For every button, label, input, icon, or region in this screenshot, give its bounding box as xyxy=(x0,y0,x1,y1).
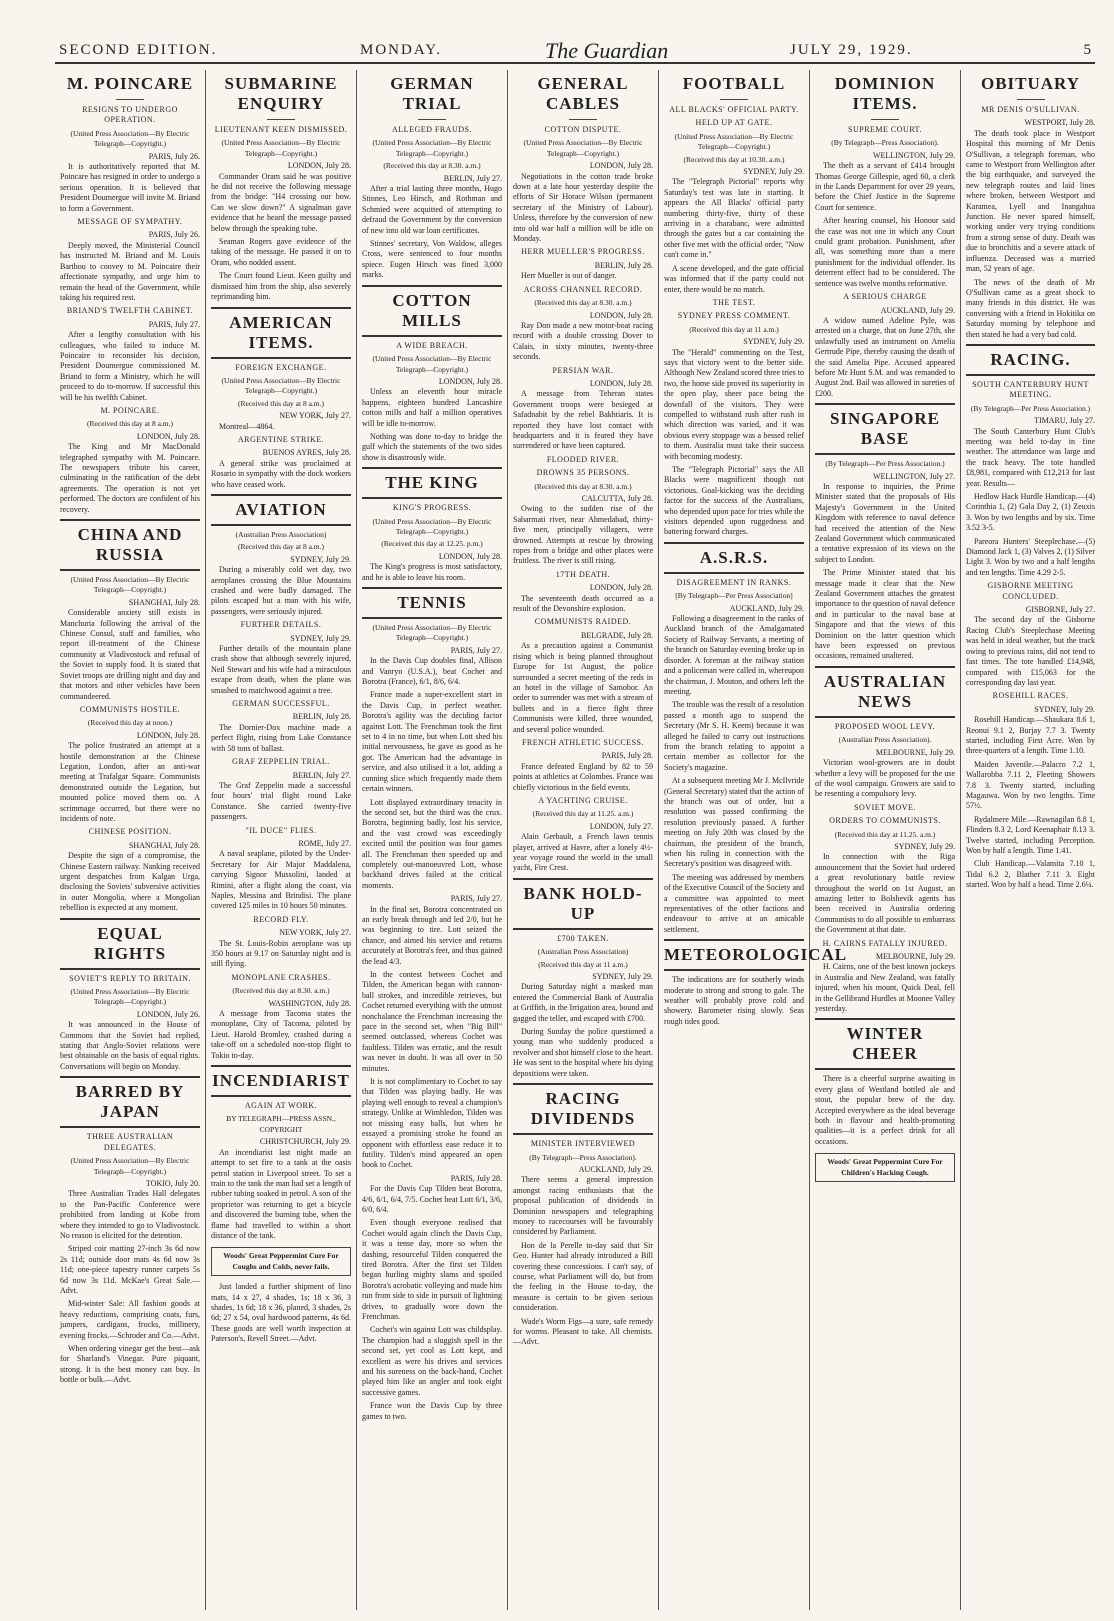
article-paragraph: Mid-winter Sale: All fashion goods at heavy reductions, comprising coats, furs, jumpers, cardigans, frocks, millinery, evening frocks.—Schroder and Co.—Advt. xyxy=(60,1299,200,1340)
article-headline: GENERAL CABLES xyxy=(537,74,629,113)
article-dateline: BERLIN, July 27. xyxy=(292,770,351,780)
article-paragraph: Pareora Hunters' Steeplechase.—(5) Diamond Jack 1, (3) Valves 2, (1) Silver Light 3. Won by two and a half lengths and ten lengths. Time 4.29 2-5. xyxy=(966,536,1095,577)
article-paragraph: The meeting was addressed by members of the Executive Council of the Society and a committee was appointed to meet representatives of the other factions and endeavour to arrive at an amicable settlement. xyxy=(664,872,804,934)
article-paragraph: Rydalmere Mile.—Rawnagilan 8.8 1, Flinders 8.3 2, Lord Keenaphair 8.13 3. Twelve started, including Perception. Won by half a length. Time 1.41. xyxy=(966,814,1095,855)
article-dateline: PARIS, July 27. xyxy=(450,894,502,904)
article-headline: SUBMARINE ENQUIRY xyxy=(224,74,338,113)
article-paragraph: Wade's Worm Figs—a sure, safe remedy for worms. Pleasant to take. All chemists.—Advt. xyxy=(513,1316,653,1347)
article-headline: METEOROLOGICAL xyxy=(664,939,804,971)
article-subheading: M. POINCARE. xyxy=(100,405,160,415)
article-paragraph: Montreal—4864. xyxy=(219,421,275,431)
article-credit: (United Press Association—By Electric Telegraph—Copyright.) xyxy=(372,623,492,643)
article-credit: (Received this day at 8.30. a.m.) xyxy=(232,986,330,996)
article-subheading: THE TEST. xyxy=(712,297,756,307)
article-paragraph: The "Herald" commenting on the Test, says that victory went to the better side. Although New Zealand scored three tries to two, the home side proved its superiority in the open play, sheer pace being the downfall of the visitors. They were compelled to withstand rush after rush in which direction was varied, and it was obvious every stoppage was a bessed relief to them. Australia must take their success with becoming modesty. xyxy=(664,347,804,461)
article-subheading: BRIAND'S TWELFTH CABINET. xyxy=(66,306,194,316)
article-dateline: LONDON, July 27. xyxy=(589,821,653,831)
article-paragraph: The indications are for southerly winds moderate to strong and strong to gale. The weather will probably prove cold and showery. Barometer rising slowly. Seas rough tides good. xyxy=(664,975,804,1026)
article-paragraph: Ray Don made a new motor-boat racing record with a double crossing Dover to Calais, in sixty minutes, twenty-three seconds. xyxy=(513,320,653,362)
article-dateline: LONDON, July 28. xyxy=(589,310,653,320)
article-subheading: SYDNEY PRESS COMMENT. xyxy=(677,311,791,321)
article-dateline: WESTPORT, July 28. xyxy=(1024,118,1095,128)
article-paragraph: The death took place in Westport Hospital this morning of Mr Denis O'Sullivan, a telegraph foreman, who came to Westport from Wellington after the big earthquake, and surveyed the new telegraph routes and laid lines where broken, between Westport and Karamea, Lyell and Inangahua Junction. He never spared himself, working under very trying conditions from a strong sense of duty. Death was due to bronchitis and a severe attack of influenza. Deceased was a married man, 52 years of age. xyxy=(966,128,1095,274)
article-dateline: BUENOS AYRES, July 28. xyxy=(262,448,351,458)
article-subheading: COTTON DISPUTE. xyxy=(544,125,622,134)
article-paragraph: A message from Tacoma states the monoplane, City of Tacoma, piloted by Lieut. Harold Bromley, crashed during a take-off on a scheduled non-stop flight to Tokio to-day. xyxy=(211,1009,351,1060)
article-headline: COTTON MILLS xyxy=(362,285,502,337)
article-paragraph: At a subsequent meeting Mr J. McIlvride (General Secretary) stated that the action of the branch was out of order, but a resolution was passed confirming the resolution previously passed. A further meeting on July 20th was closed by the chairman, the president of the branch, when his ruling in connection with the Secretary's position was disagreed with. xyxy=(664,776,804,869)
article-dateline: LONDON, July 28. xyxy=(589,583,653,593)
article-paragraph: An incendiarist last night made an attempt to set fire to a tank at the oasis petrol station in Liverpool street. To set a train to the tank the man had set a length of rubber tubing soaked in petrol. A son of the proprietor was returning to get a bicycle and discovered the burning tube, when the flame had travelled to within a short distance of the tank. xyxy=(211,1147,351,1240)
divider xyxy=(116,99,144,100)
article-paragraph: After a trial lasting three months, Hugo Stinnes, Leo Hirsch, and Rothman and Schmied were acquitted of attempting to defraud the Government by the conversion of new into old war loan certificates. xyxy=(362,184,502,235)
article-dateline: PARIS, July 28. xyxy=(601,751,653,761)
article-headline: RACING DIVIDENDS xyxy=(513,1083,653,1135)
article-headline: M. POINCARE xyxy=(66,74,194,93)
article-paragraph: In response to inquiries, the Prime Minister stated that the proposals of His Majesty's Government in the United Kingdom with reference to naval defence had received the attention of the New Zealand Government which communicated a tentative expression of its views on the subject to London. xyxy=(815,481,955,564)
article-paragraph: Nothing was done to-day to bridge the gulf which the statements of the two sides show is disastrously wide. xyxy=(362,431,502,462)
article-headline: AUSTRALIAN NEWS xyxy=(815,666,955,718)
article-paragraph: Hedlow Hack Hurdle Handicap.—(4) Corinthia 1, (2) Gala Day 2, (1) Zeuxis 3. Won by two lengths and by six. Time 3.52 3-5. xyxy=(966,492,1095,533)
article-subheading: £700 TAKEN. xyxy=(557,933,609,943)
article-subheading: AGAIN AT WORK. xyxy=(244,1101,318,1111)
article-paragraph: Just landed a further shipment of lino mats, 14 x 27, 4 shades, 1s; 18 x 36, 3 shades, 1s 6d; 18 x 36, planed, 3 shades, 2s 6d; 27 x 54, oval hardwood patterns, 4s 6d. These goods are well worth inspection at Paterson's, Revell Street.—Advt. xyxy=(211,1282,351,1344)
article-paragraph: Rosehill Handicap.—Shaukara 8.6 1, Reonui 9.1 2, Burjay 7.7 3. Twenty started, including First Acre. Won by three-quarters of a length. Time 1.10. xyxy=(966,715,1095,756)
article-paragraph: The Prime Minister stated that his message made it clear that the New Zealand Government attaches the greatest importance to the question of naval defence and in particular to the naval base at Singapore and that the views of this Dominion on the latter question which have been expressed on previous occasions, remained unaltered. xyxy=(815,568,955,661)
article-subheading: THREE AUSTRALIAN DELEGATES. xyxy=(86,1132,174,1152)
article-subheading: DROWNS 35 PERSONS. xyxy=(536,468,630,478)
article-subheading: PERSIAN WAR. xyxy=(552,365,614,375)
article-dateline: AUCKLAND, July 29. xyxy=(729,603,804,613)
article-subheading: RECORD FLY. xyxy=(253,914,309,924)
article-subheading: GISBORNE MEETING CONCLUDED. xyxy=(987,581,1074,601)
article-dateline: PARIS, July 28. xyxy=(450,1173,502,1183)
article-subheading: COMMUNISTS HOSTILE. xyxy=(79,704,181,714)
article-credit: (By Telegraph—Per Press Association.) xyxy=(825,459,945,469)
divider xyxy=(871,119,899,120)
article-paragraph: A message from Teheran states Government troops were besieged at Safadnabit by the rebel Bakhtiaris. It is reported they have lost contact with headquarters and it is feared they have surrendered or have been captured. xyxy=(513,389,653,451)
article-paragraph: Alain Gerbault, a French lawn tennis player, arrived at Havre, after a lonely 4½-year voyage round the world in the small yacht, Fire Crest. xyxy=(513,832,653,873)
column-5 xyxy=(659,70,848,1610)
article-credit: (United Press Association—By Electric Telegraph—Copyright.) xyxy=(70,1156,190,1176)
article-paragraph: It is not complimentary to Cochet to say that Tilden was playing badly. He was playing well enough to reveal a champion's strategy. Unlike at Wimbledon, Tilden was not missing easy balls, but when he essayed a promising stroke he found an opponent with effortless ease reduce it to futility. Tilden's mind appeared an open book to Cochet. xyxy=(362,1077,502,1170)
article-credit: (United Press Association—By Electric Telegraph—Copyright.) xyxy=(221,138,341,158)
article-paragraph: A naval seaplane, piloted by the Under-Secretary for Air Major Maddalena, carrying Signor Mussolini, landed at Rimini, after a flight along the coast, via Naples, Messina and Brindisi. The plane covered 125 miles in 10 hours 50 minutes. xyxy=(211,849,351,911)
article-paragraph: Club Handicap.—Valamita 7.10 1, Tidal 6.2 2, Blather 7.11 3. Eight started. Won by half a head. Time 2.6¼. xyxy=(966,859,1095,890)
article-subheading: "IL DUCE" FLIES. xyxy=(245,825,317,835)
article-dateline: LONDON, July 28. xyxy=(438,376,502,386)
article-subheading: ROSEHILL RACES. xyxy=(992,691,1069,701)
article-dateline: SYDNEY, July 29. xyxy=(1034,704,1095,714)
article-subheading: ARGENTINE STRIKE. xyxy=(237,434,325,444)
article-paragraph: In the final set, Borotra concentrated on an early break through and led 2/0, but he was beginning to tire. Lott seized the chance, and aimed his service and returns accurately at Borotra's feet, and thus gained the lead 4/3. xyxy=(362,904,502,966)
article-credit: BY TELEGRAPH—PRESS ASSN., COPYRIGHT xyxy=(226,1114,336,1134)
article-dateline: LONDON, July 28. xyxy=(136,730,200,740)
article-subheading: RESIGNS TO UNDERGO OPERATION. xyxy=(82,105,178,125)
article-subheading: LIEUTENANT KEEN DISMISSED. xyxy=(214,125,348,134)
article-subheading: MR DENIS O'SULLIVAN. xyxy=(981,105,1080,114)
article-subheading: COMMUNISTS RAIDED. xyxy=(534,617,632,627)
article-credit: (Received this day at 11 a.m.) xyxy=(689,324,779,334)
article-headline: GERMAN TRIAL xyxy=(390,74,474,113)
article-credit: (Received this day at 8 a.m.) xyxy=(86,419,173,429)
article-subheading: ACROSS CHANNEL RECORD. xyxy=(523,284,643,294)
article-dateline: BERLIN, July 28. xyxy=(594,260,653,270)
article-dateline: PARIS, July 27. xyxy=(148,319,200,329)
article-paragraph: The Graf Zeppelin made a successful four hours' trial flight round Lake Constance. She carried twenty-five passengers. xyxy=(211,780,351,822)
article-dateline: BERLIN, July 28. xyxy=(292,712,351,722)
article-paragraph: After a lengthy consultation with his colleagues, who failed to induce M. Poincaire to reconsider his decision, President Doumergue commissioned M. Briand to form a Ministry, which he will proceed to do to-morrow. If successful this will be his twelfth Cabinet. xyxy=(60,330,200,402)
article-credit: (United Press Association—By Electric Telegraph—Copyright.) xyxy=(372,138,492,158)
article-paragraph: France won the Davis Cup by three games to two. xyxy=(362,1401,502,1421)
article-credit: (Australian Press Association) xyxy=(235,529,327,539)
article-dateline: CHRISTCHURCH, July 29. xyxy=(259,1137,351,1147)
article-credit: (United Press Association—By Electric Telegraph—Copyright.) xyxy=(372,354,492,374)
article-credit: (By Telegraph—Press Association). xyxy=(529,1152,637,1162)
article-credit: [By Telegraph—Per Press Association] xyxy=(675,591,793,601)
article-subheading: MINISTER INTERVIEWED xyxy=(530,1139,636,1149)
article-headline: RACING. xyxy=(966,344,1095,376)
article-paragraph: Stinnes' secretary, Von Waldow, alleges Cross, were sentenced to four months spiece. Eugen Hirsch was fined 3,000 marks. xyxy=(362,239,502,280)
article-dateline: SYDNEY, July 29. xyxy=(743,337,804,347)
divider xyxy=(720,99,748,100)
article-credit: (Received this day at 8.30. a.m.) xyxy=(383,161,481,171)
article-subheading: ALLEGED FRAUDS. xyxy=(392,125,472,134)
article-dateline: MELBOURNE, July 29. xyxy=(875,747,955,757)
article-headline: INCENDIARIST xyxy=(211,1065,351,1097)
article-dateline: PARIS, July 26. xyxy=(148,151,200,161)
divider xyxy=(1017,99,1045,100)
article-subheading: PROPOSED WOOL LEVY. xyxy=(834,721,936,731)
column-2 xyxy=(206,70,357,1610)
article-subheading: ALL BLACKS' OFFICIAL PARTY. xyxy=(669,105,799,114)
article-subheading: HELD UP AT GATE. xyxy=(695,118,773,128)
article-paragraph: Deeply moved, the Ministerial Council has instructed M. Briand and M. Louis Barthou to convey to M. Poincaire their affectionate sympathy, and urge him to remain the head of the Government, while taking his required rest. xyxy=(60,240,200,302)
article-dateline: SHANGHAI, July 28. xyxy=(128,840,200,850)
article-dateline: WASHINGTON, July 28. xyxy=(268,998,351,1008)
column-3 xyxy=(357,70,508,1610)
article-paragraph: Three Australian Trades Hall delegates to the Pan-Pacific Conference were prohibited from landing at Kobe from where they intended to go to Vladivostock. No reason is elicited for the detention. xyxy=(60,1189,200,1240)
article-headline: BARRED BY JAPAN xyxy=(60,1076,200,1128)
article-paragraph: France defeated England by 82 to 59 points at athletics at Colombes. France was chiefly victorious in the field events. xyxy=(513,761,653,792)
article-subheading: MESSAGE OF SYMPATHY. xyxy=(77,217,183,227)
article-dateline: MELBOURNE, July 29. xyxy=(875,952,955,961)
article-headline: SINGAPORE BASE xyxy=(815,403,955,455)
article-credit: (Received this day at 11 a.m.) xyxy=(538,959,628,969)
article-paragraph: France made a super-excellent start in the Davis Cup, in perfect weather. Borotra's agility was the deciding factor against Lott. The Frenchman took the first set to 4 in no time, but when Lott shed his initial nervousness, he gave as good as he got. The American had the advantage in service, and also utilised it a lot, adding a cunning slice which frequently made them certain winners. xyxy=(362,690,502,794)
article-dateline: AUCKLAND, July 29. xyxy=(880,305,955,315)
divider xyxy=(569,119,597,120)
article-dateline: GISBORNE, July 27. xyxy=(1025,605,1095,615)
article-headline: AMERICAN ITEMS. xyxy=(211,307,351,359)
article-subheading: KING'S PROGRESS. xyxy=(392,503,472,513)
article-credit: (Received this day at 8.30. a.m.) xyxy=(534,481,632,491)
article-dateline: CALCUTTA, July 28. xyxy=(581,494,653,503)
article-subheading: H. CAIRNS FATALLY INJURED. xyxy=(822,938,948,948)
article-paragraph: The South Canterbury Hunt Club's meeting was held to-day in fine weather. The attendance was large and the track heavy. The tote handled £8,981, compared with £12,213 for last year. Results— xyxy=(966,426,1095,488)
article-subheading: GERMAN SUCCESSFUL. xyxy=(232,699,330,709)
article-subheading: CHINESE POSITION. xyxy=(88,827,172,837)
article-paragraph: As a precaution against a Communist rising which is being planned throughout Europe for 1st August, the police surrounded a secret meeting of the reds in an hotel in the village of Samobor. An order to surrender was met with a stream of bullets and in a fierce fight three Communists were killed, three wounded, and several police wounded. xyxy=(513,641,653,734)
article-paragraph: Considerable anxiety still exists in Manchuria following the arrival of the Chinese Consul, staff and families, who report ill-treatment of the Chinese community at Vladivostock and refusal of the Soviet to supply food. It is stated that Soviet troops are drilling night and day and that motors and other vehicles have been commandeered. xyxy=(60,608,200,701)
article-subheading: A WIDE BREACH. xyxy=(396,340,468,350)
article-credit: (United Press Association—By Electric Telegraph—Copyright.) xyxy=(674,131,794,152)
article-paragraph: Even though everyone realised that Cochet would again clinch the Davis Cup, it was a tense day, more so when the dashing, resourceful Tilden conquered the tired Borotra. After the first set Tilden began hurling mighty slams and spoiled Borotra's acrobatic volleying and made him run from side to side in pursuit of lightning drives, to gradually wore down the Frenchman. xyxy=(362,1218,502,1321)
article-paragraph: Owing to the sudden rise of the Sabarmati river, near Ahmedabad, thirty-five men, principally villagers, were drowned. Attempts at rescue by throwing ropes from a bridge and other places were fruitless. The river is still rising. xyxy=(513,504,653,566)
article-dateline: LONDON, July 28. xyxy=(438,551,502,561)
article-dateline: ROME, July 27. xyxy=(298,838,351,848)
article-dateline: LONDON, July 28. xyxy=(589,161,653,171)
article-dateline: NEW YORK, July 27. xyxy=(279,411,351,421)
article-subheading: FLOODED RIVER. xyxy=(546,454,620,464)
article-paragraph: Victorian wool-growers are in doubt whether a levy will be proposed for the use of the wool campaign. Growers are said to be resenting a compulsory levy. xyxy=(815,758,955,799)
article-paragraph: The second day of the Gisborne Racing Club's Steeplechase Meeting was held in ideal weather, but the track owing to previous rains, did not tend to fast times. The tote handled £14,948, compared with £15,063 for the corresponding day last year. xyxy=(966,615,1095,687)
article-paragraph: During Saturday night a masked man entered the Commercial Bank of Australia at Griffith, in the Irrigation area, bound and gagged the teller, and escaped with £700. xyxy=(513,982,653,1023)
article-dateline: AUCKLAND, July 29. xyxy=(578,1164,653,1174)
article-subheading: FRENCH ATHLETIC SUCCESS. xyxy=(521,737,645,747)
article-paragraph: Hon de la Perelle to-day said that Sir Geo. Hunter had already introduced a Bill covering these concessions. I can't say, of course, what Parliament will do, but from the feeling in the House to-day, the measure is certain to be given serious consideration. xyxy=(513,1240,653,1313)
article-credit: (By Telegraph—Per Press Association.) xyxy=(970,403,1091,413)
column-6 xyxy=(810,70,961,1610)
article-dateline: PARIS, July 27. xyxy=(450,645,502,655)
divider xyxy=(418,119,446,120)
day-label: MONDAY. xyxy=(360,42,442,58)
article-dateline: LONDON, July 28. xyxy=(589,378,653,388)
article-subheading: DISAGREEMENT IN RANKS. xyxy=(676,577,792,587)
article-credit: (By Telegraph—Press Association). xyxy=(831,138,939,148)
article-credit: (Received this day at 8 a.m.) xyxy=(237,542,324,552)
article-dateline: BERLIN, July 27. xyxy=(443,173,502,183)
article-subheading: SOVIET MOVE. xyxy=(854,802,916,812)
article-headline: FOOTBALL xyxy=(682,74,786,93)
article-credit: (Received this day at noon.) xyxy=(87,718,173,728)
article-paragraph: The King's progress is most satisfactory, and he is able to leave his room. xyxy=(362,562,502,582)
article-credit: (United Press Association—By Electric Telegraph—Copyright.) xyxy=(221,375,341,396)
article-paragraph: The "Telegraph Pictorial" reports why Saturday's test was late in starting. It appears the All Blacks' official party numbering thirty-five, thirty of these arriving in a charabanc, were admitted through the gates but a car containing the other five met with the official order, "Now can't come in." xyxy=(664,177,804,260)
article-subheading: FURTHER DETAILS. xyxy=(240,620,322,630)
advertisement-box: Woods' Great Peppermint Cure For Children's Hacking Cough. xyxy=(815,1153,955,1182)
article-paragraph: The seventeenth death occurred as a result of the Devonshire explosion. xyxy=(513,593,653,614)
article-headline: THE KING xyxy=(362,467,502,499)
article-credit: (Received this day at 8 a.m.) xyxy=(237,398,324,408)
article-credit: (United Press Association—By Electric Telegraph—Copyright.) xyxy=(70,987,190,1007)
article-dateline: SYDNEY, July 29. xyxy=(290,554,351,564)
article-paragraph: When ordering vinegar get the best—ask for Sharland's Vinegar. Pure piquant, strong. It is the best money can buy. In bottle or bulk.—Advt. xyxy=(60,1344,200,1385)
article-dateline: WELLINGTON, July 27. xyxy=(872,471,955,481)
article-subheading: A YACHTING CRUISE. xyxy=(538,795,628,805)
newspaper-name: The Guardian xyxy=(545,38,669,63)
article-dateline: SYDNEY, July 29. xyxy=(290,633,351,643)
article-paragraph: Seaman Rogers gave evidence of the taking of the message. He passed it on to Oram, who nodded assent. xyxy=(211,237,351,267)
article-credit: (Received this day at 10.30. a.m.) xyxy=(683,154,785,164)
article-headline: OBITUARY xyxy=(980,74,1081,93)
article-paragraph: Commander Oram said he was positive he did not receive the following message from the bridge: "H4 crossing our bow. Can we slow down?" A signalman gave evidence that he heard the message passed below through the speaking tube. xyxy=(211,171,351,233)
article-paragraph: In the contest between Cochet and Tilden, the American began with cannon-ball strokes, and incredible retrieves, but Cochet returned everything with the utmost nonchalance the Frenchman increasing the pace in the second set, when "Big Bill" seemed outclassed, whereas Cochet was faultless. Tilden was erratic, and the result was never in doubt. It was all over in 50 minutes. xyxy=(362,970,502,1073)
article-headline: BANK HOLD-UP xyxy=(513,878,653,930)
column-4 xyxy=(508,70,659,1610)
article-headline: CHINA AND RUSSIA xyxy=(60,519,200,571)
article-paragraph: Lott displayed extraordinary tenacity in the second set, but the third was the crux. Borotra, beginning badly, lost his service, and the vast crowd was exceedingly excited until the position was four games all. The Frenchman then speeded up and completely out-manoeuvred Lott, whose backhand drives failed at the critical moments. xyxy=(362,797,502,890)
article-paragraph: Cochet's win against Lott was childsplay. The champion had a sluggish spell in the second set, yet cool as Lott kept, and excellent as were his drives and services and his sureness on the back-hand, Cochet played him like an angler and took eight successive games. xyxy=(362,1325,503,1397)
article-subheading: GRAF ZEPPELIN TRIAL. xyxy=(232,757,330,767)
article-dateline: NEW YORK, July 27. xyxy=(279,928,351,938)
article-paragraph: After hearing counsel, his Honour said the case was not one in which any Court could grant probation. Punishment, after all, was something more than a mere punishment for the individual offender. Its deterrent effect had to be considered. The sentence was twelve months reformative. xyxy=(815,216,955,288)
column-1 xyxy=(55,70,206,1610)
article-paragraph: A scene developed, and the gate official was informed that if the party could not enter, there would be no match. xyxy=(664,263,804,294)
article-paragraph: Despite the sign of a compromise, the Chinese Eastern railway. Nanking received urgent despatches from Kalgan Urga, disclosing the Soviets' subversive activities in outer Mongolia, where a Mongolian rebellion is expected at any moment. xyxy=(60,851,200,913)
article-dateline: WELLINGTON, July 29. xyxy=(872,150,955,160)
article-credit: (United Press Association—By Electric Telegraph—Copyright.) xyxy=(70,575,190,595)
article-paragraph: A general strike was proclaimed at Rosario in sympathy with the dock workers who have ceased work. xyxy=(211,458,351,489)
article-paragraph: Herr Mueller is out of danger. xyxy=(521,271,617,281)
divider xyxy=(267,119,295,120)
article-credit: (Received this day at 12.25. p.m.) xyxy=(381,539,483,549)
article-subheading: SOVIET'S REPLY TO BRITAIN. xyxy=(69,973,191,983)
article-subheading: HERR MUELLER'S PROGRESS. xyxy=(521,247,645,257)
article-paragraph: It was announced in the House of Commons that the Soviet had replied, stating that Anglo-Soviet relations were best obtainable on the basis of equal rights. Conversations will begin on Monday. xyxy=(60,1020,200,1071)
article-credit: (Australian Press Association) xyxy=(537,947,629,957)
article-paragraph: Negotiations in the cotton trade broke down at a late hour yesterday despite the efforts of Sir Horace Wilson (permanent secretary of the Ministry of Labour). Unless, therefore by the conversion of new into old war half a million will be idle on Monday. xyxy=(513,171,653,244)
edition-label: SECOND EDITION. xyxy=(59,42,218,58)
article-dateline: SYDNEY, July 29. xyxy=(743,167,804,177)
article-dateline: TOKIO, July 20. xyxy=(145,1178,200,1188)
column-7 xyxy=(961,70,1100,1610)
article-paragraph: There seems a general impression amongst racing enthusiasts that the proposal publication of dividends in Dominion newspapers and telegraphing money to racecourses will be favourably considered by Parliament. xyxy=(513,1175,653,1237)
article-paragraph: During a miserably cold wet day, two aeroplanes crossing the Blue Mountains crashed and were badly damaged. The pilots escaped but a man with his wife, passengers, were seriously injured. xyxy=(211,565,351,616)
article-credit: (Received this day at 11.25. a.m.) xyxy=(532,809,634,819)
article-subheading: SOUTH CANTERBURY HUNT MEETING. xyxy=(972,379,1089,400)
article-paragraph: The Dornier-Dox machine made a perfect flight, rising from Lake Constance with 58 tons of ballast. xyxy=(211,722,351,753)
article-paragraph: The "Telegraph Pictorial" says the All Blacks were magnificent though not victorious. Goal-kicking was the deciding factor for the success of the Australians, who depended upon pace for tries while the visitors depended upon ruggedness and battering forward charges. xyxy=(664,465,804,537)
article-subheading: A SERIOUS CHARGE xyxy=(843,292,927,302)
article-headline: WINTER CHEER xyxy=(815,1018,955,1070)
article-paragraph: The Court found Lieut. Keen guilty and dismissed him from the ship, also severely reprimanding him. xyxy=(211,271,351,302)
article-subheading: ORDERS TO COMMUNISTS. xyxy=(829,816,941,826)
article-dateline: SYDNEY, July 29. xyxy=(894,841,955,851)
article-dateline: PARIS, July 26. xyxy=(148,230,200,240)
article-credit: (United Press Association—By Electric Telegraph—Copyright.) xyxy=(523,138,643,158)
article-paragraph: The news of the death of Mr O'Sullivan came as a great shock to many friends in this district. He was conversing with a friend in Hokitika on Saturday morning by telephone and then stated he had a very bad cold. xyxy=(966,277,1095,339)
article-headline: TENNIS xyxy=(362,587,502,619)
article-paragraph: Unless an eleventh hour miracle happens, eighteen hundred Lancashire cotton mills and half a million operatives will be idle to-morrow. xyxy=(362,387,502,428)
advertisement-box: Woods' Great Peppermint Cure For Coughs and Colds, never fails. xyxy=(211,1247,351,1276)
article-dateline: TIMARU, July 27. xyxy=(1034,416,1095,426)
article-paragraph: For the Davis Cup Tilden beat Borotra, 4/6, 6/1, 6/4, 7/5. Cochet beat Lott 6/1, 3/6, 6/0, 6/4. xyxy=(362,1184,502,1214)
article-paragraph: The police frustrated an attempt at a hostile demonstration at the Chinese Legation, London, after an anti-war meeting at Trafalgar Square. Communists demonstrated outside the Legation, but mounted police moved them on. A scrimmage occurred, but there were no incidents of note. xyxy=(60,741,200,823)
article-subheading: MONOPLANE CRASHES. xyxy=(231,972,331,982)
article-headline: EQUAL RIGHTS xyxy=(60,918,200,970)
article-paragraph: There is a cheerful surprise awaiting in every glass of Westland bottled ale and stout, the popular brew of the day. Accepted everywhere as the ideal beverage both in flavour and health-promoting qualities—it is a perfect drink for all occasions. xyxy=(815,1074,955,1146)
article-paragraph: During Sunday the police questioned a young man who suddenly produced a revolver and shot himself close to the heart. He was sent to the hospital where his dying depositions were taken. xyxy=(513,1027,653,1078)
article-dateline: SYDNEY, July 29. xyxy=(592,972,653,982)
article-paragraph: H. Cairns, one of the best known jockeys in Australia and New Zealand, was fatally injured, when his mount, Quick Deal, fell in the Gellibrand Hurdles at Moonee Valley yesterday. xyxy=(815,962,955,1014)
article-paragraph: Striped coir matting 27-inch 3s 6d now 2s 11d; outside door mats 4s 6d now 3s 11d; one-piece tapestry runner carpets 5s 6d now 3s 11d. McKae's Great Sale.—Advt. xyxy=(60,1244,200,1295)
article-dateline: LONDON, July 28. xyxy=(287,161,351,171)
article-dateline: BELGRADE, July 28. xyxy=(581,630,653,640)
article-paragraph: In the Davis Cup doubles final, Allison and Vanryn (U.S.A.), beat Cochet and Borotra (France), 6/1, 8/6, 6/4. xyxy=(362,656,502,687)
article-paragraph: Maiden Juvenile.—Palacro 7.2 1, Wallarobba 7.11 2, Fleeting Showers 7.8 3. Twenty started, including Magauwa. Won by two lengths. Time 57½. xyxy=(966,759,1095,811)
article-credit: (Received this day at 11.25. a.m.) xyxy=(834,829,936,839)
article-headline: AVIATION xyxy=(211,494,351,526)
article-credit: (Received this day at 8.30. a.m.) xyxy=(534,298,632,308)
article-credit: (Australian Press Association). xyxy=(838,735,932,745)
article-paragraph: The King and Mr MacDonald telegraphed sympathy with M. Poincare. The newspapers tribute his career, culminating in the ratification of the debt agreements. The operation is not yet performed. The doctors are confident of his recovery. xyxy=(60,442,200,514)
issue-date: JULY 29, 1929. xyxy=(790,42,913,58)
article-credit: (United Press Association—By Electric Telegraph—Copyright.) xyxy=(372,516,492,536)
article-subheading: FOREIGN EXCHANGE. xyxy=(235,362,327,372)
article-paragraph: It is authoritatively reported that M. Poincare has resigned in order to undergo a serious operation. It is believed that President Doumergue will invite M. Briand to form a Government. xyxy=(60,162,200,213)
article-paragraph: In connection with the Riga announcement that the Soviet had ordered a great revolutionary battle review throughout the world on 1st August, an amazing letter to Bolshevik agents has been received in Australia ordering Communists to do all possible to embarrass the Government at that date. xyxy=(815,852,955,935)
article-headline: A.S.R.S. xyxy=(664,542,804,574)
article-credit: (United Press Association—By Electric Telegraph—Copyright.) xyxy=(70,128,190,149)
article-paragraph: Following a disagreement in the ranks of Auckland branch of the Amalgamated Society of Railway Servants, a meeting of the branch on Saturday evening broke up in disorder. A foreman at the railway station and a policeman were called in, whereupon the chairman, J. Mouton, and others left the meeting. xyxy=(664,614,804,696)
article-dateline: SHANGHAI, July 28. xyxy=(128,597,200,607)
article-paragraph: A widow named Adeline Pyle, was arrested on a charge, that on June 27th, she unlawfully used an instrument on Amelia Gertrude Pipe, thereby causing the death of the said Amelia Pipe. Accused appeared before Mr Hunt S.M. and was remanded to August 2nd. Bail was allowed in sureties of £200. xyxy=(815,315,955,398)
article-paragraph: The St. Louis-Robin aeroplane was up 350 hours at 9.17 on Saturday night and is still flying. xyxy=(211,938,351,969)
article-subheading: 17TH DEATH. xyxy=(555,569,611,579)
masthead xyxy=(55,38,1095,64)
article-dateline: LONDON, July 28. xyxy=(136,431,200,441)
article-paragraph: Further details of the mountain plane crash show that although severely injured, Neil Stewart and his wife had a miraculous escape from death, when the plane was smashed to matchwood against a tree. xyxy=(211,644,351,695)
article-paragraph: The trouble was the result of a resolution passed a month ago to suspend the Secretary (Mr S. H. Keem) because it was alleged he failed to carry out instructions from the branch relating to appoint a certain member as collector for the Society's magazine. xyxy=(664,700,804,772)
article-subheading: SUPREME COURT. xyxy=(848,125,922,134)
article-paragraph: The theft as a servant of £414 brought Thomas George Gillespie, aged 60, a clerk in the Lands Department for over 29 years, before the Chief Justice in the Supreme Court for sentence. xyxy=(815,161,955,212)
article-dateline: LONDON, July 26. xyxy=(136,1009,200,1019)
page-number: 5 xyxy=(1083,42,1093,58)
article-headline: DOMINION ITEMS. xyxy=(834,74,936,113)
